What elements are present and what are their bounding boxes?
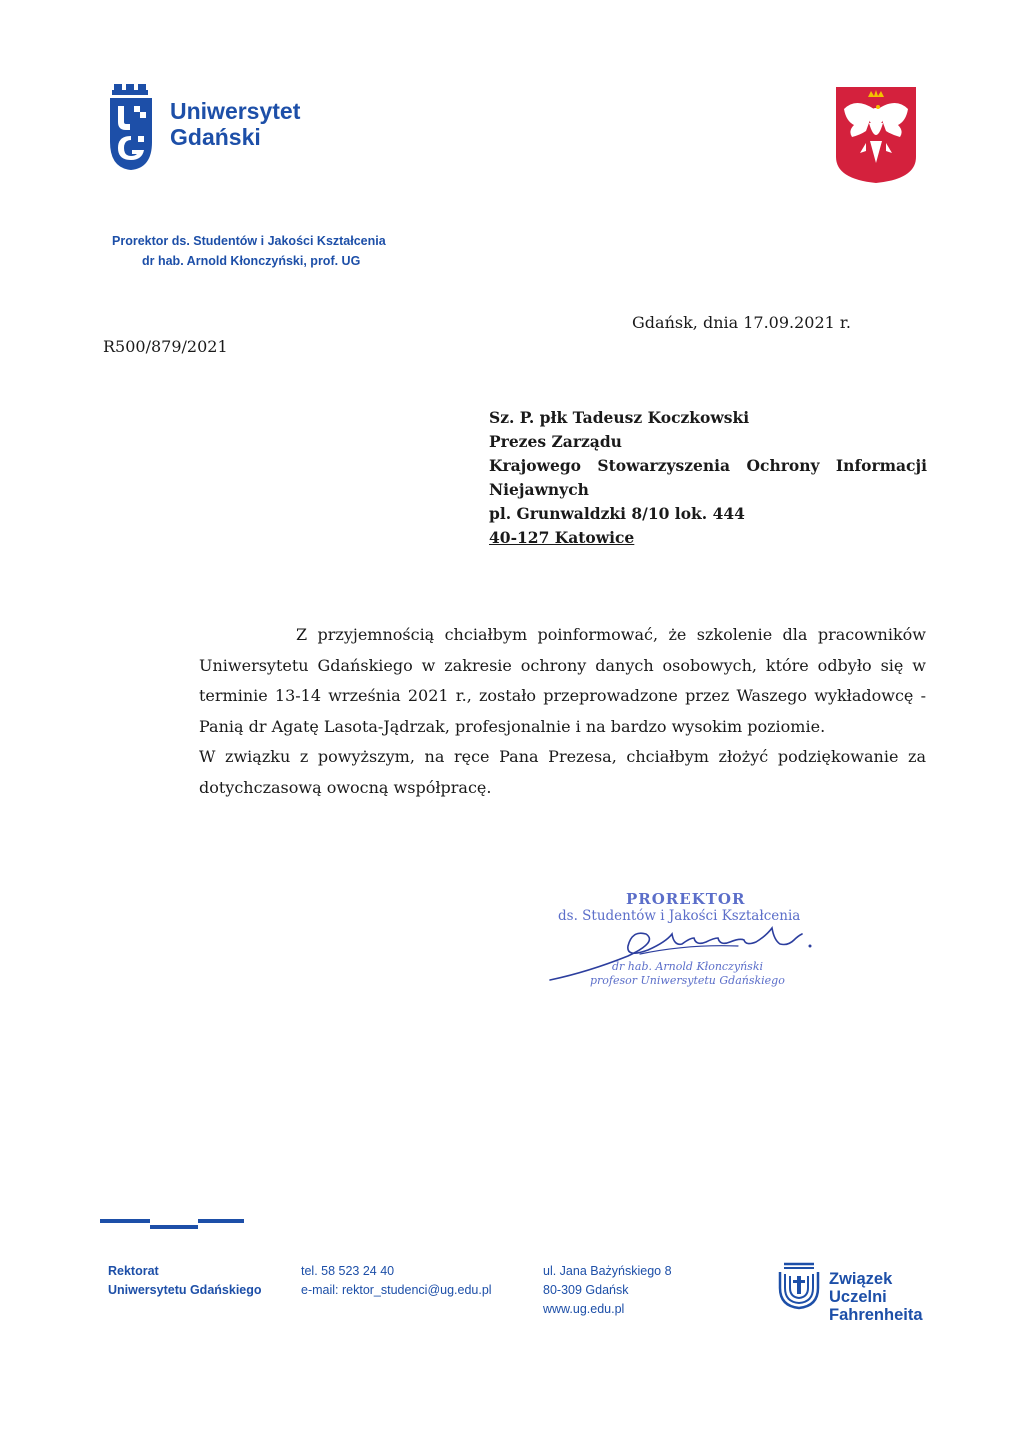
stamp-signatory-role: profesor Uniwersytetu Gdańskiego	[590, 974, 785, 987]
fahrenheit-union-logo-text	[829, 1270, 923, 1324]
footer-website: www.ug.edu.pl	[543, 1302, 625, 1316]
recipient-city: 40-127 Katowice	[489, 528, 635, 547]
zuf-line2: Uczelni	[829, 1288, 887, 1306]
signature-stamp	[548, 888, 828, 998]
recipient-name: Sz. P. płk Tadeusz Koczkowski	[489, 408, 750, 427]
footer-decorative-bar	[100, 1217, 244, 1231]
body-paragraph-2: W związku z powyższym, na ręce Pana Prezesa, chciałbym złożyć podziękowanie za dotychczasową owocną współpracę.	[199, 747, 926, 797]
zuf-line1: Związek	[829, 1270, 893, 1288]
footer-phone: tel. 58 523 24 40	[301, 1264, 395, 1278]
recipient-address	[489, 406, 927, 550]
recipient-position: Prezes Zarządu	[489, 432, 622, 451]
footer-street: ul. Jana Bażyńskiego 8	[543, 1264, 672, 1278]
university-name-line1: Uniwersytet	[170, 98, 301, 124]
recipient-street: pl. Grunwaldzki 8/10 lok. 444	[489, 504, 745, 523]
university-name-line2: Gdański	[170, 124, 261, 150]
footer-contact	[301, 1262, 492, 1300]
body-paragraph-1: Z przyjemnością chciałbym poinformować, że szkolenie dla pracowników Uniwersytetu Gdańskiego w zakresie ochrony danych osobowych, które odbyło się w terminie 13-14 września 2021 r., zostało przeprowadzone przez Waszego wykładowcę - Panią dr Agatę Lasota-Jądrzak, profesjonalnie i na bardzo wysokim poziomie.	[199, 625, 926, 736]
footer-email: e-mail: rektor_studenci@ug.edu.pl	[301, 1283, 492, 1297]
zuf-line3: Fahrenheita	[829, 1306, 923, 1324]
footer-city: 80-309 Gdańsk	[543, 1283, 629, 1297]
footer-office-line2: Uniwersytetu Gdańskiego	[108, 1283, 262, 1297]
reference-number: R500/879/2021	[103, 337, 228, 356]
recipient-organization: Krajowego Stowarzyszenia Ochrony Informacji	[489, 456, 927, 475]
stamp-title: PROREKTOR	[626, 890, 746, 908]
issuer-name: dr hab. Arnold Kłonczyński, prof. UG	[142, 254, 361, 268]
footer-office-line1: Rektorat	[108, 1264, 159, 1278]
stamp-signatory-name: dr hab. Arnold Kłonczyński	[612, 960, 764, 973]
stamp-subtitle: ds. Studentów i Jakości Kształcenia	[558, 908, 801, 924]
footer-address	[543, 1262, 672, 1319]
recipient-organization-cont: Niejawnych	[489, 480, 589, 499]
issuer-title: Prorektor ds. Studentów i Jakości Kształcenia	[112, 234, 386, 248]
letter-body	[199, 620, 926, 803]
fahrenheit-union-logo-icon	[778, 1262, 820, 1310]
letter-date: Gdańsk, dnia 17.09.2021 r.	[632, 313, 851, 332]
white-eagle-emblem-icon	[836, 87, 916, 183]
footer-office	[108, 1262, 262, 1300]
university-logo-text	[170, 98, 300, 150]
